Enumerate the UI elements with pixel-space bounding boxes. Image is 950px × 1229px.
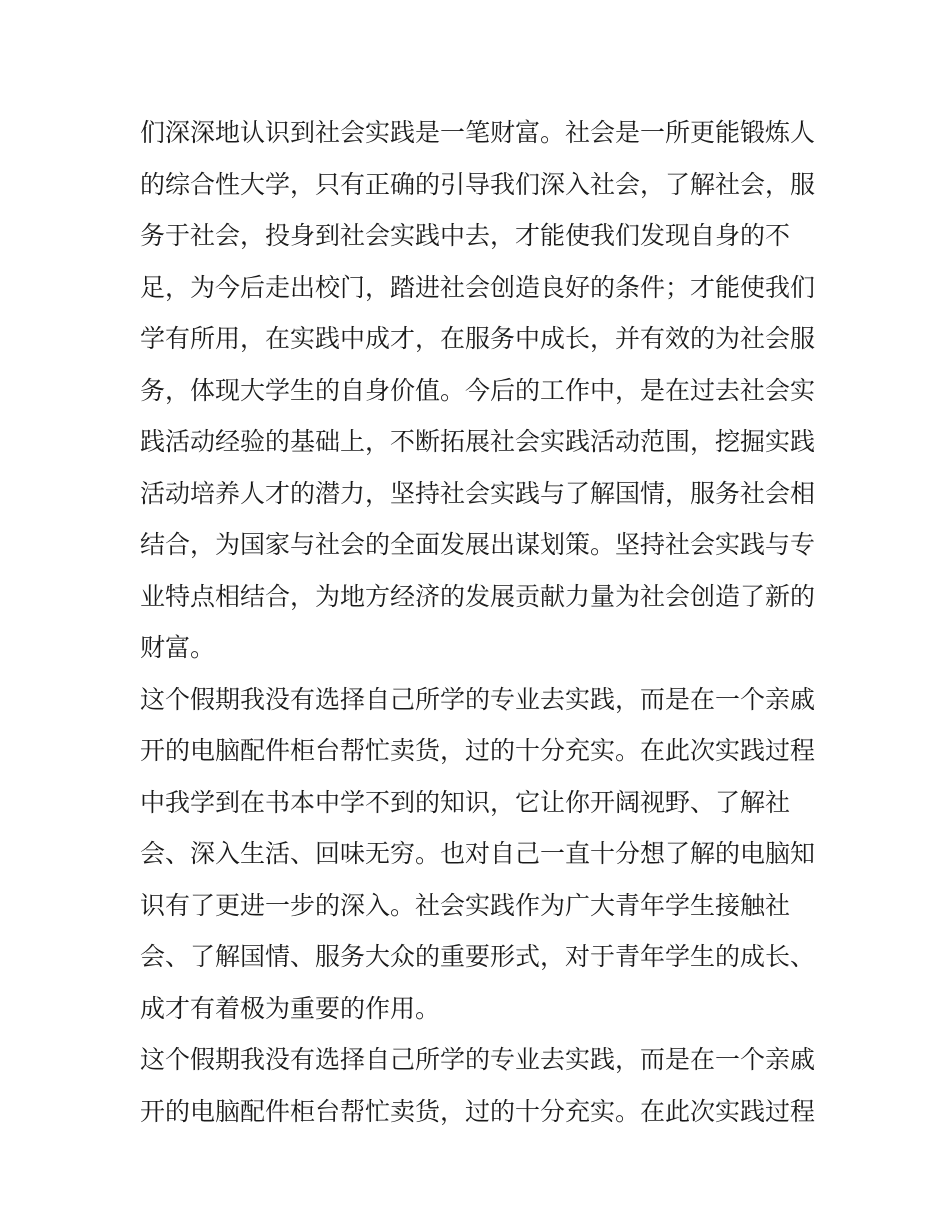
text-line: 业特点相结合，为地方经济的发展贡献力量为社会创造了新的 bbox=[140, 581, 816, 611]
text-line: 的综合性大学，只有正确的引导我们深入社会，了解社会，服 bbox=[140, 169, 816, 199]
text-line: 开的电脑配件柜台帮忙卖货，过的十分充实。在此次实践过程 bbox=[140, 1096, 816, 1126]
text-line: 会、深入生活、回味无穷。也对自己一直十分想了解的电脑知 bbox=[140, 839, 816, 868]
text-line: 识有了更进一步的深入。社会实践作为广大青年学生接触社 bbox=[140, 890, 791, 920]
text-line: 务，体现大学生的自身价值。今后的工作中，是在过去社会实 bbox=[140, 375, 816, 405]
text-line: 这个假期我没有选择自己所学的专业去实践，而是在一个亲戚 bbox=[140, 684, 816, 714]
text-line: 活动培养人才的潜力，坚持社会实践与了解国情，服务社会相 bbox=[140, 478, 816, 508]
text-line: 务于社会，投身到社会实践中去，才能使我们发现自身的不 bbox=[140, 221, 791, 250]
text-line: 们深深地认识到社会实践是一笔财富。社会是一所更能锻炼人 bbox=[140, 118, 816, 147]
text-line: 中我学到在书本中学不到的知识，它让你开阔视野、了解社 bbox=[140, 787, 791, 817]
text-line: 会、了解国情、服务大众的重要形式，对于青年学生的成长、 bbox=[140, 942, 816, 971]
text-line: 学有所用，在实践中成才，在服务中成长，并有效的为社会服 bbox=[140, 324, 816, 353]
text-line: 财富。 bbox=[140, 633, 216, 662]
text-line: 足，为今后走出校门，踏进社会创造良好的条件；才能使我们 bbox=[140, 272, 816, 302]
text-line: 开的电脑配件柜台帮忙卖货，过的十分充实。在此次实践过程 bbox=[140, 736, 816, 765]
text-line: 成才有着极为重要的作用。 bbox=[140, 993, 441, 1023]
text-line: 结合，为国家与社会的全面发展出谋划策。坚持社会实践与专 bbox=[140, 530, 816, 559]
body-text bbox=[140, 107, 820, 1137]
text-line: 这个假期我没有选择自己所学的专业去实践，而是在一个亲戚 bbox=[140, 1045, 816, 1074]
text-line: 践活动经验的基础上，不断拓展社会实践活动范围，挖掘实践 bbox=[140, 427, 816, 456]
